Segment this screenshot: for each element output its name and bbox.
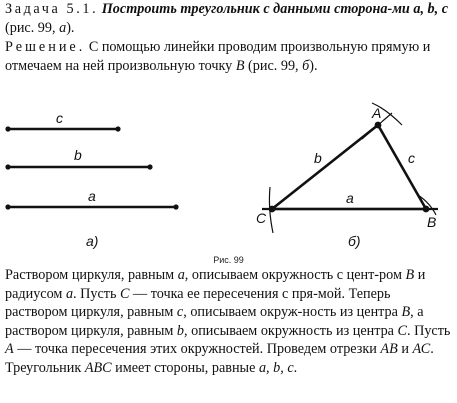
solution-ref-open: (рис. 99, (244, 58, 303, 74)
body-text-6: , описываем окруж-ность из центра (183, 304, 402, 321)
vertex-a-label: A (372, 105, 382, 121)
task-title: Построить треугольник с данными сторона-ми (101, 1, 410, 17)
body-text-13: имеет стороны, равные (111, 359, 259, 376)
task-ref-close: ). (66, 20, 75, 36)
body-text-12: . Треугольник (5, 341, 434, 376)
body-var-4: С (120, 285, 130, 302)
side-c-label: c (408, 150, 415, 166)
body-text-10: — точка пересечения этих окружностей. Проведем отрезки (13, 341, 381, 358)
vertex-a-point (375, 122, 382, 129)
construction-description (5, 266, 452, 378)
body-var-8: С (397, 322, 407, 339)
task-sides: a, b, c (413, 1, 449, 17)
segment-b-end-point (147, 164, 152, 169)
side-a-label: a (346, 190, 354, 206)
body-var-13: а, b, с (258, 359, 294, 376)
body-text-11: и (397, 341, 413, 358)
segment-a-end-point (173, 204, 178, 209)
body-var-12: ABC (84, 359, 112, 376)
solution-text: С помощью линейки проводим произвольную прямую и отмечаем на ней произвольную точку (5, 39, 431, 74)
vertex-b-label: B (427, 214, 437, 230)
vertex-b-point (423, 206, 430, 213)
body-text-1: Раствором циркуля, равным (5, 267, 178, 283)
solution-ref-letter: б (302, 58, 310, 74)
figure-caption: Рис. 99 (213, 255, 244, 265)
body-text-3: и радиусом (5, 267, 426, 302)
body-text-2: , описываем окружность с цент-ром (184, 267, 406, 283)
side-b-label: b (314, 150, 322, 166)
given-segments (5, 110, 178, 249)
segment-b-label: b (74, 147, 82, 163)
segment-c-end-point (115, 126, 120, 131)
body-text-9: . Пусть (407, 322, 451, 339)
part-b-label: б) (348, 233, 361, 249)
triangle-construction (256, 103, 438, 249)
solution-label: Решение. (5, 39, 86, 55)
segment-c-start-point (5, 126, 10, 131)
body-var-9: А (5, 341, 14, 358)
body-var-10: АВ (380, 341, 398, 358)
solution-ref-close: ). (309, 58, 318, 74)
task-statement (5, 0, 452, 38)
solution-intro (5, 38, 452, 76)
body-text-14: . (293, 359, 298, 376)
body-var-11: АС (412, 341, 431, 358)
segment-b-start-point (5, 164, 10, 169)
part-a-label: а) (86, 233, 99, 249)
vertex-c-label: C (256, 210, 267, 226)
body-var-2: B (405, 267, 415, 283)
body-text-5: — точка ее пересечения с пря-мой. Теперь раствором циркуля, равным (5, 285, 391, 321)
solution-point: B (235, 58, 245, 74)
body-text-4: . Пусть (73, 285, 120, 302)
body-text-8: , описываем окружность из центра (184, 322, 398, 339)
figure-99 (0, 95, 457, 255)
body-var-6: B (401, 304, 411, 321)
task-ref-letter: а (59, 20, 67, 36)
body-text-7: , а раствором циркуля, равным (5, 304, 424, 339)
task-ref-open: (рис. 99, (5, 20, 60, 36)
task-label: Задача 5.1. (5, 1, 99, 17)
segment-a-label: a (88, 188, 96, 204)
segment-a-start-point (5, 204, 10, 209)
body-var-3: а (65, 285, 74, 302)
body-var-1: а (177, 267, 185, 283)
body-var-7: b (176, 322, 184, 339)
segment-c-label: c (56, 110, 63, 126)
body-var-5: с (176, 304, 184, 321)
vertex-c-point (269, 206, 276, 213)
